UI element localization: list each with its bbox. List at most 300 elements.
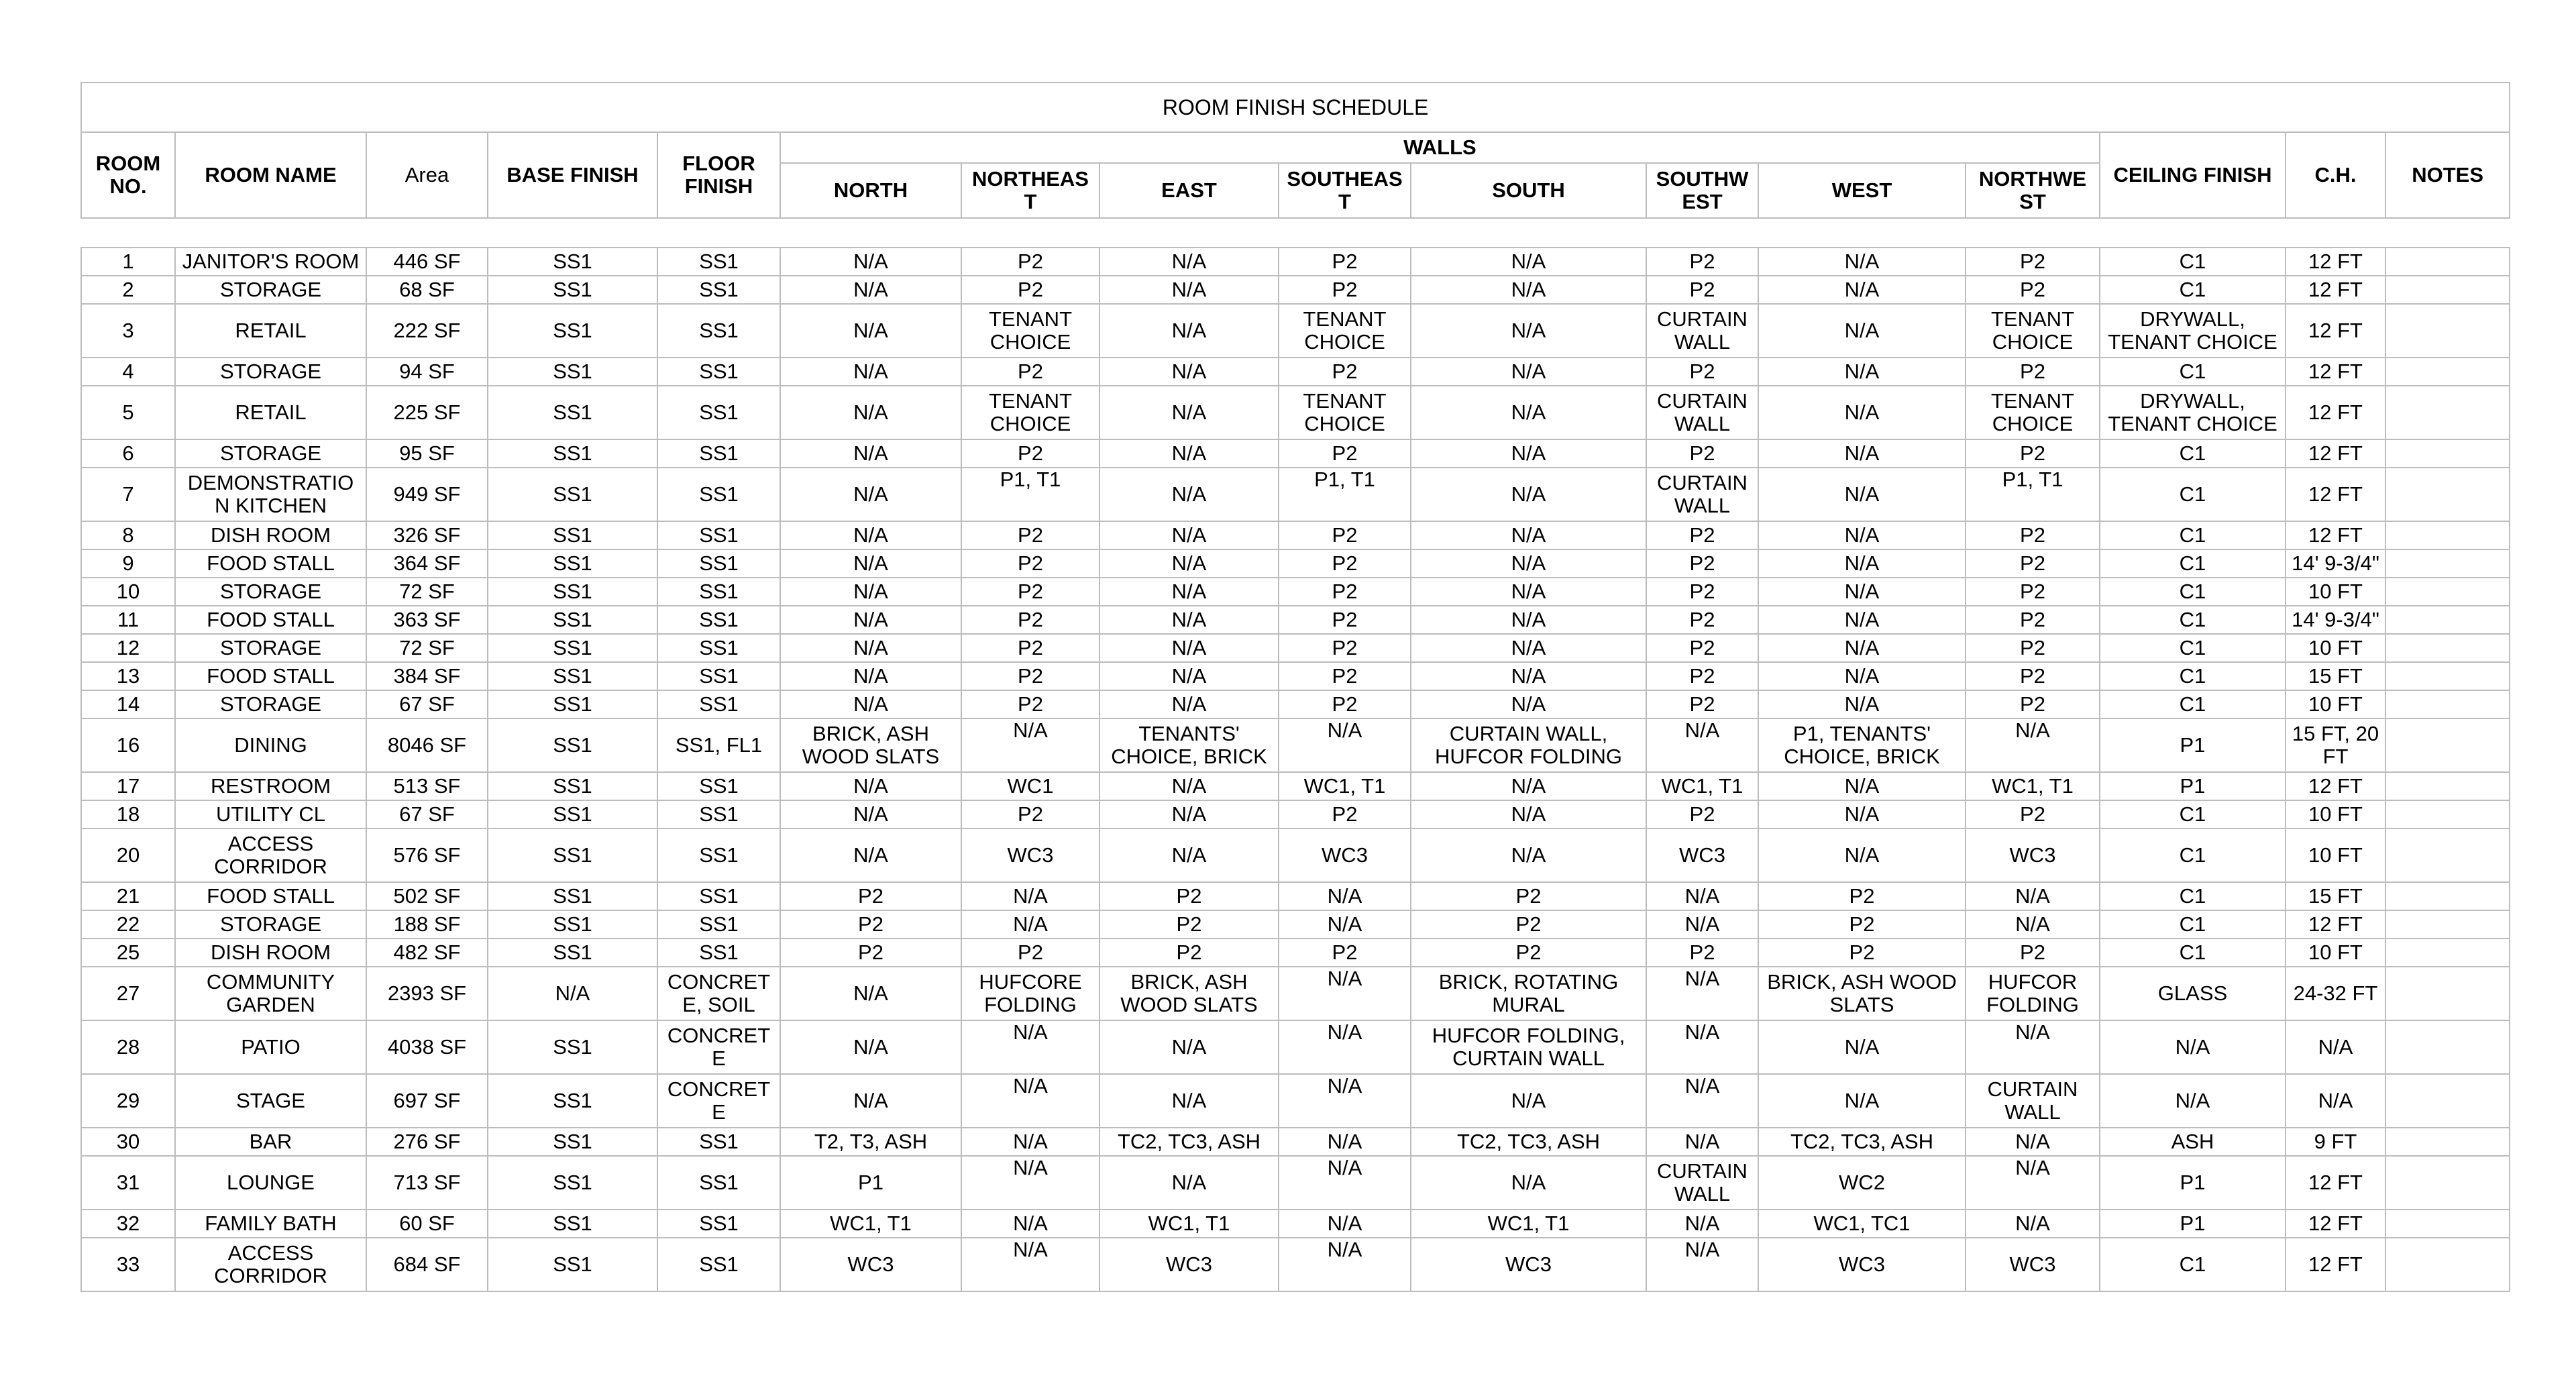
cell-area: 949 SF [366, 468, 488, 521]
cell-wall-northwest: P2 [1966, 248, 2100, 276]
cell-wall-south: N/A [1411, 521, 1646, 549]
cell-base-finish: SS1 [488, 304, 657, 358]
cell-floor-finish: SS1 [657, 910, 780, 939]
cell-floor-finish: SS1 [657, 549, 780, 578]
cell-wall-west: N/A [1758, 772, 1966, 800]
cell-wall-southwest: N/A [1646, 718, 1758, 772]
cell-ceiling-height: 10 FT [2286, 690, 2385, 718]
cell-room-name: DINING [175, 718, 366, 772]
cell-wall-south: N/A [1411, 304, 1646, 358]
cell-area: 713 SF [366, 1156, 488, 1210]
cell-floor-finish: SS1 [657, 276, 780, 304]
cell-wall-north: N/A [780, 248, 961, 276]
cell-wall-northwest: P2 [1966, 521, 2100, 549]
cell-wall-east: N/A [1099, 772, 1279, 800]
cell-base-finish: SS1 [488, 718, 657, 772]
cell-base-finish: SS1 [488, 662, 657, 690]
cell-area: 225 SF [366, 386, 488, 439]
cell-notes [2385, 276, 2510, 304]
cell-wall-northeast: P2 [961, 690, 1099, 718]
cell-wall-southeast: TENANT CHOICE [1279, 304, 1411, 358]
cell-wall-southeast: P2 [1279, 634, 1411, 662]
table-row [81, 248, 2510, 276]
table-row [81, 1156, 2510, 1210]
cell-wall-east: N/A [1099, 248, 1279, 276]
cell-room-no: 4 [81, 358, 175, 386]
cell-wall-west: P1, TENANTS' CHOICE, BRICK [1758, 718, 1966, 772]
cell-wall-northwest: N/A [1966, 1128, 2100, 1156]
cell-ceiling-finish: N/A [2100, 1074, 2286, 1128]
cell-area: 67 SF [366, 800, 488, 828]
cell-wall-west: WC1, TC1 [1758, 1210, 1966, 1238]
cell-base-finish: SS1 [488, 828, 657, 882]
cell-wall-east: N/A [1099, 662, 1279, 690]
cell-ceiling-finish: N/A [2100, 1020, 2286, 1074]
cell-wall-northwest: N/A [1966, 1156, 2100, 1210]
cell-ceiling-finish: C1 [2100, 1238, 2286, 1291]
cell-wall-south: N/A [1411, 634, 1646, 662]
table-row [81, 1074, 2510, 1128]
cell-area: 67 SF [366, 690, 488, 718]
cell-base-finish: SS1 [488, 276, 657, 304]
cell-wall-south: N/A [1411, 578, 1646, 606]
cell-wall-northeast: P2 [961, 358, 1099, 386]
cell-base-finish: SS1 [488, 549, 657, 578]
cell-ceiling-height: 12 FT [2286, 521, 2385, 549]
table-row [81, 468, 2510, 521]
cell-wall-southeast: WC3 [1279, 828, 1411, 882]
cell-ceiling-finish: P1 [2100, 1210, 2286, 1238]
cell-wall-west: N/A [1758, 468, 1966, 521]
cell-wall-southwest: N/A [1646, 967, 1758, 1020]
cell-wall-southeast: P2 [1279, 549, 1411, 578]
cell-wall-north: N/A [780, 468, 961, 521]
cell-wall-north: P1 [780, 1156, 961, 1210]
cell-floor-finish: SS1 [657, 386, 780, 439]
cell-ceiling-finish: ASH [2100, 1128, 2286, 1156]
header-west: WEST [1758, 163, 1966, 218]
cell-area: 4038 SF [366, 1020, 488, 1074]
cell-floor-finish: SS1 [657, 304, 780, 358]
cell-area: 446 SF [366, 248, 488, 276]
cell-room-no: 32 [81, 1210, 175, 1238]
cell-room-no: 8 [81, 521, 175, 549]
cell-ceiling-height: 12 FT [2286, 1156, 2385, 1210]
cell-wall-east: TC2, TC3, ASH [1099, 1128, 1279, 1156]
cell-wall-east: N/A [1099, 1074, 1279, 1128]
cell-wall-northwest: P2 [1966, 578, 2100, 606]
cell-wall-southeast: P2 [1279, 800, 1411, 828]
cell-wall-northwest: P2 [1966, 662, 2100, 690]
cell-wall-southeast: P2 [1279, 521, 1411, 549]
cell-room-name: RESTROOM [175, 772, 366, 800]
cell-floor-finish: SS1, FL1 [657, 718, 780, 772]
cell-wall-north: N/A [780, 1074, 961, 1128]
cell-wall-northeast: WC3 [961, 828, 1099, 882]
cell-area: 60 SF [366, 1210, 488, 1238]
cell-ceiling-finish: C1 [2100, 521, 2286, 549]
cell-floor-finish: SS1 [657, 772, 780, 800]
cell-wall-northwest: HUFCOR FOLDING [1966, 967, 2100, 1020]
cell-ceiling-height: N/A [2286, 1074, 2385, 1128]
cell-floor-finish: SS1 [657, 1210, 780, 1238]
cell-wall-northwest: P2 [1966, 606, 2100, 634]
cell-wall-north: N/A [780, 304, 961, 358]
cell-wall-northeast: P2 [961, 276, 1099, 304]
cell-notes [2385, 939, 2510, 967]
cell-ceiling-finish: C1 [2100, 606, 2286, 634]
cell-base-finish: SS1 [488, 439, 657, 468]
cell-wall-southwest: P2 [1646, 939, 1758, 967]
cell-notes [2385, 468, 2510, 521]
cell-ceiling-height: 10 FT [2286, 578, 2385, 606]
header-southwest: SOUTHW EST [1646, 163, 1758, 218]
cell-ceiling-finish: C1 [2100, 578, 2286, 606]
cell-area: 513 SF [366, 772, 488, 800]
cell-ceiling-height: 12 FT [2286, 772, 2385, 800]
table-row [81, 1238, 2510, 1291]
cell-wall-north: N/A [780, 800, 961, 828]
cell-wall-northwest: N/A [1966, 882, 2100, 910]
cell-wall-south: N/A [1411, 276, 1646, 304]
cell-wall-north: P2 [780, 939, 961, 967]
cell-wall-northeast: N/A [961, 1210, 1099, 1238]
cell-room-name: DISH ROOM [175, 521, 366, 549]
cell-notes [2385, 772, 2510, 800]
table-row [81, 828, 2510, 882]
cell-ceiling-finish: C1 [2100, 690, 2286, 718]
cell-wall-northeast: TENANT CHOICE [961, 304, 1099, 358]
schedule-title: ROOM FINISH SCHEDULE [81, 83, 2510, 132]
cell-wall-west: N/A [1758, 358, 1966, 386]
cell-wall-south: N/A [1411, 828, 1646, 882]
cell-base-finish: SS1 [488, 1210, 657, 1238]
cell-wall-west: N/A [1758, 1020, 1966, 1074]
cell-wall-northeast: P2 [961, 248, 1099, 276]
cell-ceiling-height: 12 FT [2286, 1210, 2385, 1238]
cell-room-name: PATIO [175, 1020, 366, 1074]
schedule-rows [81, 248, 2510, 1291]
cell-wall-west: N/A [1758, 606, 1966, 634]
cell-ceiling-height: 10 FT [2286, 939, 2385, 967]
cell-wall-east: N/A [1099, 578, 1279, 606]
cell-ceiling-finish: C1 [2100, 358, 2286, 386]
cell-notes [2385, 718, 2510, 772]
cell-wall-southeast: P2 [1279, 606, 1411, 634]
cell-wall-east: N/A [1099, 304, 1279, 358]
cell-wall-west: N/A [1758, 276, 1966, 304]
cell-wall-west: WC2 [1758, 1156, 1966, 1210]
cell-wall-northwest: N/A [1966, 1210, 2100, 1238]
cell-base-finish: SS1 [488, 1020, 657, 1074]
header-room-name: ROOM NAME [175, 132, 366, 218]
cell-ceiling-finish: P1 [2100, 718, 2286, 772]
cell-room-name: ACCESS CORRIDOR [175, 1238, 366, 1291]
cell-base-finish: N/A [488, 967, 657, 1020]
cell-wall-north: N/A [780, 549, 961, 578]
cell-floor-finish: SS1 [657, 248, 780, 276]
cell-notes [2385, 882, 2510, 910]
cell-base-finish: SS1 [488, 606, 657, 634]
cell-ceiling-height: N/A [2286, 1020, 2385, 1074]
cell-wall-south: HUFCOR FOLDING, CURTAIN WALL [1411, 1020, 1646, 1074]
cell-wall-south: N/A [1411, 606, 1646, 634]
cell-notes [2385, 606, 2510, 634]
cell-area: 363 SF [366, 606, 488, 634]
cell-wall-west: N/A [1758, 800, 1966, 828]
cell-notes [2385, 1074, 2510, 1128]
cell-base-finish: SS1 [488, 634, 657, 662]
cell-base-finish: SS1 [488, 468, 657, 521]
cell-floor-finish: SS1 [657, 468, 780, 521]
cell-notes [2385, 304, 2510, 358]
cell-area: 95 SF [366, 439, 488, 468]
cell-wall-southwest: P2 [1646, 549, 1758, 578]
cell-area: 8046 SF [366, 718, 488, 772]
cell-area: 68 SF [366, 276, 488, 304]
header-room-no: ROOM NO. [81, 132, 175, 218]
cell-wall-southeast: P2 [1279, 439, 1411, 468]
table-row [81, 549, 2510, 578]
cell-room-name: FOOD STALL [175, 606, 366, 634]
cell-area: 72 SF [366, 578, 488, 606]
schedule-body-table [80, 247, 2510, 1292]
cell-notes [2385, 910, 2510, 939]
cell-wall-northwest: WC1, T1 [1966, 772, 2100, 800]
cell-room-name: STORAGE [175, 578, 366, 606]
cell-floor-finish: SS1 [657, 358, 780, 386]
cell-wall-southwest: WC1, T1 [1646, 772, 1758, 800]
header-east: EAST [1099, 163, 1279, 218]
cell-wall-west: TC2, TC3, ASH [1758, 1128, 1966, 1156]
cell-wall-south: N/A [1411, 1074, 1646, 1128]
cell-room-no: 11 [81, 606, 175, 634]
cell-wall-southwest: CURTAIN WALL [1646, 386, 1758, 439]
cell-wall-north: N/A [780, 690, 961, 718]
cell-wall-southeast: N/A [1279, 1210, 1411, 1238]
cell-wall-south: N/A [1411, 1156, 1646, 1210]
cell-ceiling-finish: DRYWALL, TENANT CHOICE [2100, 386, 2286, 439]
cell-wall-south: N/A [1411, 800, 1646, 828]
cell-floor-finish: CONCRET E, SOIL [657, 967, 780, 1020]
cell-area: 684 SF [366, 1238, 488, 1291]
cell-wall-east: WC1, T1 [1099, 1210, 1279, 1238]
cell-wall-south: P2 [1411, 939, 1646, 967]
cell-notes [2385, 549, 2510, 578]
cell-wall-northwest: P2 [1966, 276, 2100, 304]
cell-wall-northeast: N/A [961, 1238, 1099, 1291]
cell-wall-north: T2, T3, ASH [780, 1128, 961, 1156]
cell-floor-finish: SS1 [657, 1128, 780, 1156]
cell-floor-finish: SS1 [657, 439, 780, 468]
cell-room-name: BAR [175, 1128, 366, 1156]
cell-wall-west: BRICK, ASH WOOD SLATS [1758, 967, 1966, 1020]
cell-room-no: 31 [81, 1156, 175, 1210]
cell-room-no: 9 [81, 549, 175, 578]
cell-room-name: DISH ROOM [175, 939, 366, 967]
header-walls: WALLS [780, 132, 2100, 163]
cell-room-name: STORAGE [175, 439, 366, 468]
cell-wall-southwest: CURTAIN WALL [1646, 304, 1758, 358]
header-floor-finish: FLOOR FINISH [657, 132, 780, 218]
table-row [81, 606, 2510, 634]
cell-wall-southwest: P2 [1646, 248, 1758, 276]
cell-wall-east: P2 [1099, 882, 1279, 910]
cell-floor-finish: SS1 [657, 939, 780, 967]
cell-room-name: FAMILY BATH [175, 1210, 366, 1238]
cell-wall-northwest: P2 [1966, 939, 2100, 967]
cell-wall-northwest: TENANT CHOICE [1966, 386, 2100, 439]
table-row [81, 939, 2510, 967]
cell-wall-west: N/A [1758, 828, 1966, 882]
cell-wall-south: N/A [1411, 248, 1646, 276]
cell-wall-southeast: P2 [1279, 939, 1411, 967]
table-row [81, 1210, 2510, 1238]
cell-ceiling-height: 12 FT [2286, 468, 2385, 521]
cell-ceiling-height: 12 FT [2286, 386, 2385, 439]
cell-ceiling-finish: C1 [2100, 439, 2286, 468]
cell-wall-north: N/A [780, 578, 961, 606]
cell-room-name: FOOD STALL [175, 662, 366, 690]
cell-wall-southeast: P2 [1279, 276, 1411, 304]
cell-ceiling-finish: GLASS [2100, 967, 2286, 1020]
cell-room-name: RETAIL [175, 386, 366, 439]
cell-notes [2385, 800, 2510, 828]
table-row [81, 276, 2510, 304]
cell-room-name: RETAIL [175, 304, 366, 358]
table-row [81, 690, 2510, 718]
cell-wall-northwest: P2 [1966, 549, 2100, 578]
cell-wall-east: N/A [1099, 828, 1279, 882]
cell-wall-northwest: N/A [1966, 1020, 2100, 1074]
cell-area: 482 SF [366, 939, 488, 967]
cell-wall-southeast: N/A [1279, 1020, 1411, 1074]
cell-area: 2393 SF [366, 967, 488, 1020]
cell-wall-east: TENANTS' CHOICE, BRICK [1099, 718, 1279, 772]
cell-ceiling-height: 10 FT [2286, 828, 2385, 882]
cell-wall-west: N/A [1758, 578, 1966, 606]
cell-wall-northeast: HUFCORE FOLDING [961, 967, 1099, 1020]
cell-floor-finish: SS1 [657, 521, 780, 549]
cell-wall-southeast: P2 [1279, 358, 1411, 386]
cell-wall-north: N/A [780, 772, 961, 800]
cell-wall-southeast: P2 [1279, 248, 1411, 276]
cell-floor-finish: SS1 [657, 662, 780, 690]
cell-wall-east: N/A [1099, 606, 1279, 634]
cell-wall-north: N/A [780, 386, 961, 439]
cell-room-name: STORAGE [175, 634, 366, 662]
cell-wall-south: N/A [1411, 439, 1646, 468]
cell-wall-east: N/A [1099, 439, 1279, 468]
cell-ceiling-finish: C1 [2100, 468, 2286, 521]
cell-ceiling-finish: C1 [2100, 549, 2286, 578]
cell-wall-southwest: CURTAIN WALL [1646, 468, 1758, 521]
table-row [81, 800, 2510, 828]
cell-wall-southeast: P1, T1 [1279, 468, 1411, 521]
cell-room-name: STAGE [175, 1074, 366, 1128]
header-ceiling-finish: CEILING FINISH [2100, 132, 2286, 218]
cell-wall-south: N/A [1411, 468, 1646, 521]
cell-room-no: 6 [81, 439, 175, 468]
header-northeast: NORTHEAS T [961, 163, 1099, 218]
cell-notes [2385, 1238, 2510, 1291]
cell-area: 697 SF [366, 1074, 488, 1128]
cell-wall-west: N/A [1758, 439, 1966, 468]
cell-wall-north: WC3 [780, 1238, 961, 1291]
cell-wall-east: N/A [1099, 521, 1279, 549]
cell-wall-southwest: P2 [1646, 578, 1758, 606]
cell-wall-northeast: P2 [961, 939, 1099, 967]
cell-ceiling-finish: C1 [2100, 800, 2286, 828]
cell-floor-finish: SS1 [657, 1156, 780, 1210]
cell-ceiling-finish: C1 [2100, 248, 2286, 276]
cell-wall-northeast: N/A [961, 1128, 1099, 1156]
cell-wall-northeast: P2 [961, 606, 1099, 634]
cell-base-finish: SS1 [488, 358, 657, 386]
header-northwest: NORTHWE ST [1966, 163, 2100, 218]
cell-wall-northeast: N/A [961, 882, 1099, 910]
cell-wall-southeast: N/A [1279, 1156, 1411, 1210]
cell-room-name: LOUNGE [175, 1156, 366, 1210]
cell-ceiling-finish: C1 [2100, 828, 2286, 882]
cell-wall-west: N/A [1758, 634, 1966, 662]
cell-wall-southwest: N/A [1646, 1238, 1758, 1291]
cell-area: 576 SF [366, 828, 488, 882]
cell-wall-west: N/A [1758, 1074, 1966, 1128]
cell-notes [2385, 358, 2510, 386]
cell-area: 364 SF [366, 549, 488, 578]
cell-wall-east: N/A [1099, 1156, 1279, 1210]
cell-floor-finish: SS1 [657, 800, 780, 828]
cell-ceiling-height: 12 FT [2286, 910, 2385, 939]
cell-wall-northwest: P1, T1 [1966, 468, 2100, 521]
cell-ceiling-finish: C1 [2100, 634, 2286, 662]
cell-wall-west: N/A [1758, 248, 1966, 276]
cell-wall-northwest: P2 [1966, 690, 2100, 718]
cell-wall-west: N/A [1758, 304, 1966, 358]
cell-wall-southeast: N/A [1279, 718, 1411, 772]
table-row [81, 718, 2510, 772]
cell-wall-south: N/A [1411, 772, 1646, 800]
cell-wall-east: N/A [1099, 1020, 1279, 1074]
cell-room-name: STORAGE [175, 910, 366, 939]
cell-notes [2385, 1020, 2510, 1074]
cell-wall-northwest: CURTAIN WALL [1966, 1074, 2100, 1128]
table-row [81, 882, 2510, 910]
cell-wall-east: N/A [1099, 468, 1279, 521]
cell-room-no: 27 [81, 967, 175, 1020]
cell-wall-north: N/A [780, 828, 961, 882]
cell-area: 94 SF [366, 358, 488, 386]
cell-wall-east: N/A [1099, 690, 1279, 718]
cell-wall-south: N/A [1411, 549, 1646, 578]
table-row [81, 521, 2510, 549]
cell-notes [2385, 248, 2510, 276]
cell-wall-northwest: P2 [1966, 439, 2100, 468]
cell-area: 222 SF [366, 304, 488, 358]
cell-wall-northwest: P2 [1966, 358, 2100, 386]
cell-wall-east: N/A [1099, 800, 1279, 828]
cell-room-name: STORAGE [175, 690, 366, 718]
cell-base-finish: SS1 [488, 248, 657, 276]
cell-wall-southeast: P2 [1279, 662, 1411, 690]
cell-room-no: 17 [81, 772, 175, 800]
cell-room-name: STORAGE [175, 276, 366, 304]
cell-wall-southwest: N/A [1646, 1128, 1758, 1156]
cell-ceiling-height: 12 FT [2286, 248, 2385, 276]
cell-ceiling-finish: C1 [2100, 910, 2286, 939]
cell-wall-east: N/A [1099, 358, 1279, 386]
